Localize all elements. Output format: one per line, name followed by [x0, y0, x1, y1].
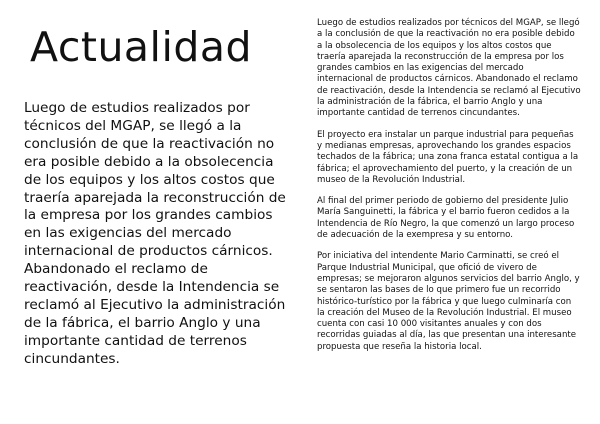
body-paragraph-4: Por iniciativa del intendente Mario Carminatti, se creó el Parque Industrial Municipal, que ofició de vivero de empresas; se mejoraron algunos servicios del barrio Anglo, y se sentaron las bases de lo que primero fue un recorrido histórico-turístico por la fábrica y que luego culminaría con la creación del Museo de la Revolución Industrial. El museo cuenta con casi 10 000 visitantes anuales y con dos recorridas guiadas al día, las que presentan una interesante propuesta que reseña la historia local.	[317, 251, 580, 352]
body-paragraph-2: El proyecto era instalar un parque industrial para pequeñas y medianas empresas, aprovechando los grandes espacios techados de la fábrica; una zona franca estatal contigua a la fábrica; el aprovechamiento del puerto, y la creación de un museo de la Revolución Industrial.	[317, 129, 579, 185]
lead-paragraph: Luego de estudios realizados por técnicos del MGAP, se llegó a la conclusión de que la reactivación no era posible debido a la obsolecencia de los equipos y los altos costos que traería aparejada la reconstrucción de la empresa por los grandes cambios en las exigencias del mercado internacional de productos cárnicos. Abandonado el reclamo de reactivación, desde la Intendencia se reclamó al Ejecutivo la administración de la fábrica, el barrio Anglo y una importante cantidad de terrenos cincundantes.	[24, 100, 286, 367]
body-paragraph-1: Luego de estudios realizados por técnicos del MGAP, se llegó a la conclusión de que la reactivación no era posible debido a la obsolecencia de los equipos y los altos costos que traería aparejada la reconstrucción de la empresa por los grandes cambios en las exigencias del mercado internacional de productos cárnicos. Abandonado el reclamo de reactivación, desde la Intendencia se reclamó al Ejecutivo la administración de la fábrica, el barrio Anglo y una importante cantidad de terrenos cincundantes.	[317, 18, 581, 119]
page-title: Actualidad	[30, 23, 253, 71]
body-column	[317, 18, 581, 363]
body-paragraph-3: Al final del primer periodo de gobierno del presidente Julio María Sanguinetti, la fábrica y el barrio fueron cedidos a la Intendencia de Río Negro, la que comenzó un largo proceso de adecuación de la exempresa y su entorno.	[317, 196, 575, 241]
